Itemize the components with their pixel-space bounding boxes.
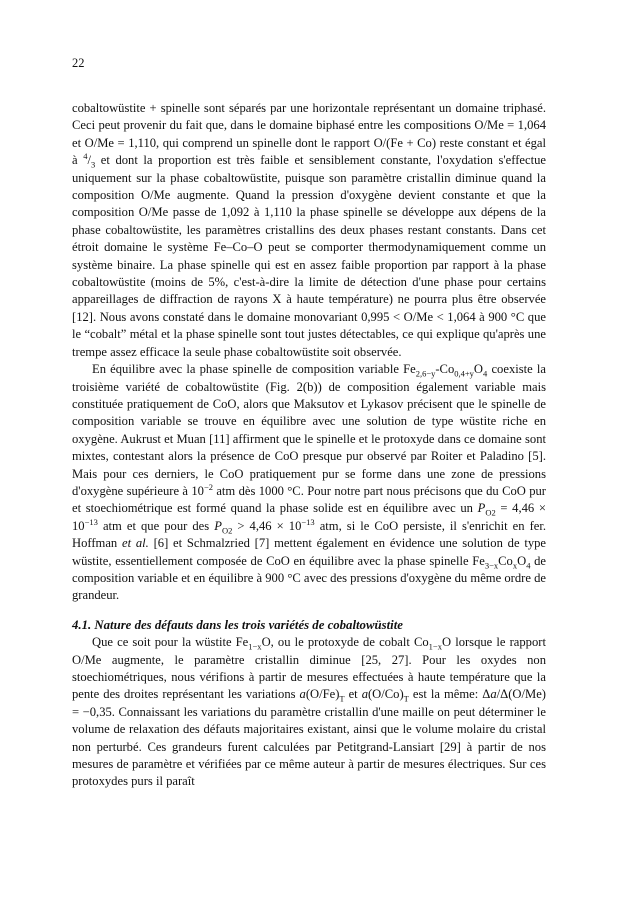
text-run: 2 <box>491 507 496 518</box>
text-run: T <box>403 693 409 704</box>
body-text <box>72 100 546 791</box>
text-run: est la même: Δ <box>408 687 491 702</box>
text-run: -Co <box>435 362 455 377</box>
section-paragraph <box>72 634 546 791</box>
text-run: 3−x <box>484 560 499 571</box>
text-run: cobaltowüstite + spinelle sont séparés par une horizontale représentant un domaine triphasé. Ceci peut provenir du fait que, dans le domaine biphasé entre les compositions O/Me = 1,064 et O/Me = 1,110, qui comprend un spinelle dont le rapport O/(Fe + Co) reste constant et égal à <box>72 101 546 168</box>
text-run: 1−x <box>428 641 442 652</box>
text-run: Que ce soit pour la wüstite Fe <box>92 635 249 650</box>
text-run: P <box>214 518 222 533</box>
text-run: > 4,46 × 10 <box>232 518 302 533</box>
text-run: O <box>485 507 492 518</box>
text-run: (O/Fe) <box>305 687 340 702</box>
text-run: P <box>477 501 486 516</box>
text-run: −13 <box>84 516 98 527</box>
text-run: T <box>339 693 345 704</box>
text-run: a <box>490 687 497 702</box>
section-heading: 4.1. Nature des défauts dans les trois variétés de cobaltowüstite <box>72 617 403 632</box>
text-run: 1−x <box>248 641 262 652</box>
text-run: x <box>512 560 518 571</box>
text-run: coexiste la troisième variété de cobaltowüstite (Fig. 2(b)) de composition également variable mais constituée pratiquement de CoO, alors que Maksutov et Lykasov précisent que le spinelle de composition variable se trouve en équilibre avec une solution de type wüstite riche en oxygène. Aukrust et Muan [11] affirment que le spinelle et le protoxyde dans ce domaine sont mixtes, contestant alors la présence de CoO presque pur observé par Roiter et Paladino [5]. Mais pour ces derniers, le CoO pratiquement pur se forme dans une zone de pressions d'oxygène supérieure à 10 <box>72 362 546 498</box>
text-run: O, ou le protoxyde de cobalt Co <box>261 635 429 650</box>
text-run: 2 <box>228 525 233 536</box>
text-run: 2,6−y <box>415 368 436 379</box>
text-run: et al. <box>122 536 149 551</box>
text-run: a <box>361 687 368 702</box>
text-run: O <box>473 362 484 377</box>
text-run: 3 <box>90 159 96 170</box>
text-run: −13 <box>301 516 315 527</box>
text-run: −2 <box>203 481 213 492</box>
text-run: atm dès 1000 °C. Pour notre part nous précisons que du CoO pur et stoechiométrique est formé quand la phase solide est en équilibre avec un <box>72 483 546 516</box>
text-run: En équilibre avec la phase spinelle de composition variable Fe <box>92 362 416 377</box>
text-run: O <box>517 553 527 568</box>
text-run: et dont la proportion est très faible et sensiblement constante, l'oxydation s'effectue uniquement sur la phase cobaltowüstite, puisque son paramètre cristallin diminue quand la composition O/Me augmente. Quand la pression d'oxygène devient constante et que la composition O/Me passe de 1,092 à 1,110 la phase spinelle se développe aux dépens de la phase cobaltowüstite, les paramètres cristallins des deux phases restant constants. Dans cet étroit domaine le système Fe–Co–O peut se comporter thermodynamiquement comme un système binaire. La phase spinelle qui est en assez faible proportion par rapport à la phase cobaltowüstite (moins de 5%, c'est-à-dire la limite de détection d'une phase pour certains appareillages de diffraction de rayons X à haute température) ne pourra plus être observée [12]. Nous avons constaté dans le domaine monovariant 0,995 < O/Me < 1,064 à 900 °C que le “cobalt” métal et la phase spinelle sont tout justes détectables, ce qui explique qu'après une trempe assez efficace la seule phase cobaltowüstite soit observée. <box>72 153 546 359</box>
text-run: / <box>87 153 91 168</box>
paragraph <box>72 100 546 361</box>
text-run: 4 <box>83 151 88 162</box>
text-run: a <box>299 687 306 702</box>
text-run: 0,4+y <box>454 368 474 379</box>
text-run: O lorsque le rapport O/Me augmente, le paramètre cristallin diminue [25, 27]. Pour les oxydes non stoechiométriques, nous vérifions à partir de mesures effectuées à haute température que la pente des droites représentant les variations <box>72 635 546 702</box>
text-run: 4 <box>526 560 531 571</box>
page-number: 22 <box>72 56 85 70</box>
text-run: atm, si le CoO persiste, il s'enrichit en fer. Hoffman <box>72 518 547 551</box>
paragraph <box>72 361 546 605</box>
text-run: /Δ(O/Me) = −0,35. Connaissant les variations du paramètre cristallin d'une maille on peut déterminer le volume de relaxation des défauts majoritaires existant, ainsi que le volume molaire du cristal non perturbé. Ces grandeurs furent calculées par Petitgrand-Lansiart [29] à partir de nos mesures de paramètre et vérifiées par ce même auteur à partir de mesures électriques. Sur ces protoxydes purs il paraît <box>72 687 546 789</box>
text-run: atm et que pour des <box>97 518 215 533</box>
text-run: (O/Co) <box>367 687 404 702</box>
text-run: de composition variable et en équilibre à 900 °C avec des pressions d'oxygène du même ordre de grandeur. <box>72 553 546 603</box>
text-run: Co <box>498 553 513 568</box>
text-run: 4 <box>483 368 488 379</box>
text-run: et <box>344 687 362 702</box>
text-run: [6] et Schmalzried [7] mettent également en évidence une solution de type wüstite, essentiellement composée de CoO en équilibre avec la phase spinelle Fe <box>72 536 546 568</box>
text-run: = 4,46 × 10 <box>72 501 546 533</box>
text-run: O <box>221 525 229 536</box>
